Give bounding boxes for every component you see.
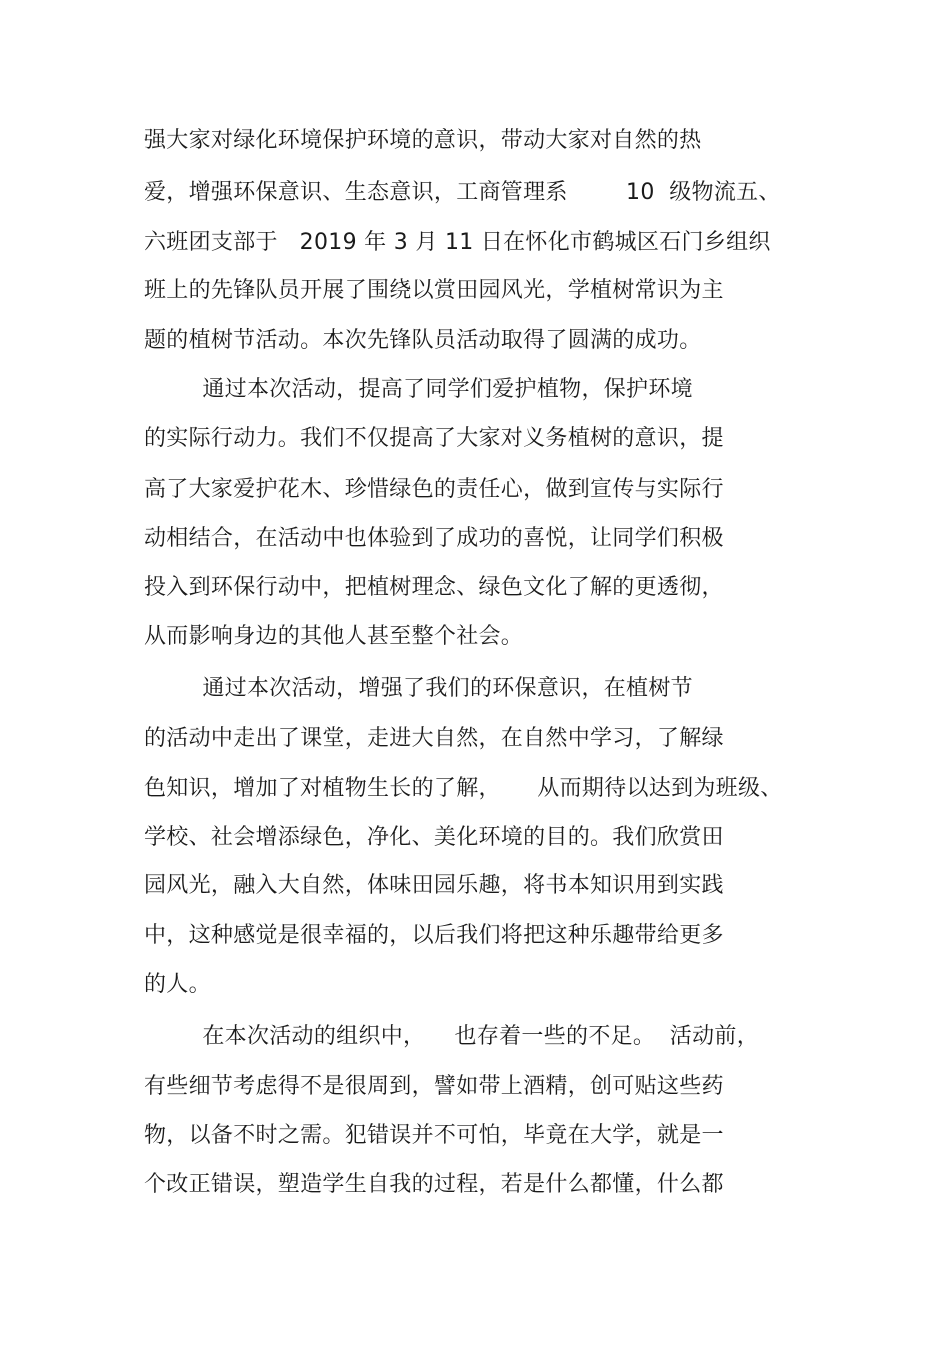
text-line: 色知识，增加了对植物生长的了解， 从而期待以达到为班级、 <box>144 776 783 801</box>
text-line: 的人。 <box>144 972 211 997</box>
text-line: 强大家对绿化环境保护环境的意识，带动大家对自然的热 <box>144 128 702 153</box>
text-line: 个改正错误，塑造学生自我的过程，若是什么都懂，什么都 <box>144 1172 724 1197</box>
text-line: 学校、社会增添绿色，净化、美化环境的目的。我们欣赏田 <box>144 825 724 850</box>
text-line: 动相结合，在活动中也体验到了成功的喜悦，让同学们积极 <box>144 526 724 551</box>
text-line: 爱，增强环保意识、生态意识，工商管理系 10 级物流五、 <box>144 180 781 205</box>
text-line: 题的植树节活动。本次先锋队员活动取得了圆满的成功。 <box>144 328 702 353</box>
text-line: 物，以备不时之需。犯错误并不可怕，毕竟在大学，就是一 <box>144 1123 724 1148</box>
text-line: 通过本次活动，提高了同学们爱护植物，保护环境 <box>144 377 693 402</box>
text-line: 投入到环保行动中，把植树理念、绿色文化了解的更透彻， <box>144 575 724 600</box>
text-line: 有些细节考虑得不是很周到，譬如带上酒精，创可贴这些药 <box>144 1074 724 1099</box>
text-line: 高了大家爱护花木、珍惜绿色的责任心，做到宣传与实际行 <box>144 477 724 502</box>
text-line: 在本次活动的组织中， 也存着一些的不足。 活动前， <box>144 1024 760 1049</box>
text-line: 的活动中走出了课堂，走进大自然，在自然中学习，了解绿 <box>144 726 724 751</box>
text-line: 六班团支部于 2019 年 3 月 11 日在怀化市鹤城区石门乡组织 <box>144 230 771 255</box>
text-line: 通过本次活动，增强了我们的环保意识，在植树节 <box>144 676 693 701</box>
text-line: 中，这种感觉是很幸福的，以后我们将把这种乐趣带给更多 <box>144 923 724 948</box>
text-line: 的实际行动力。我们不仅提高了大家对义务植树的意识，提 <box>144 426 724 451</box>
text-line: 从而影响身边的其他人甚至整个社会。 <box>144 624 524 649</box>
text-line: 班上的先锋队员开展了围绕以赏田园风光，学植树常识为主 <box>144 278 724 303</box>
text-line: 园风光，融入大自然，体味田园乐趣，将书本知识用到实践 <box>144 873 724 898</box>
